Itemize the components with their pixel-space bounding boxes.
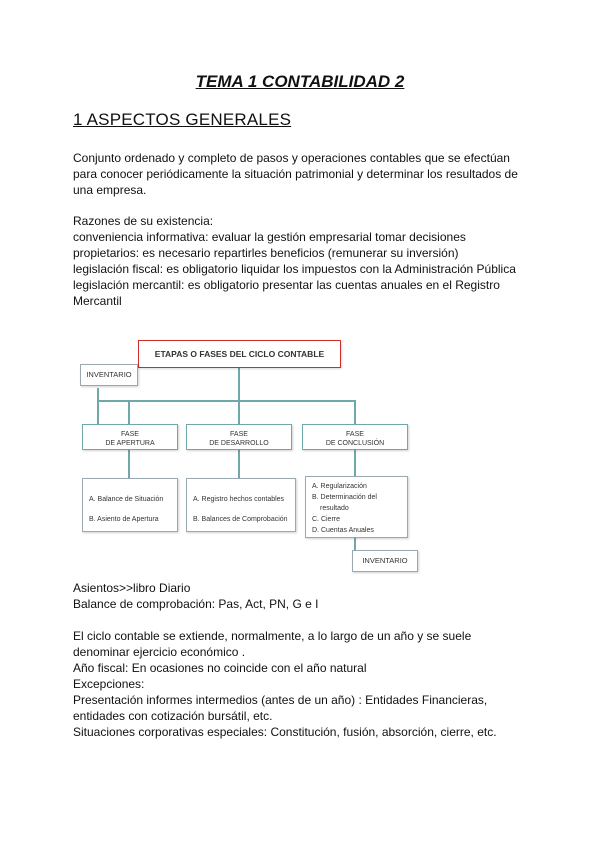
list-item: B. Asiento de Apertura bbox=[89, 516, 159, 523]
list-item: A. Registro hechos contables bbox=[193, 496, 285, 503]
cycle-title-box: ETAPAS O FASES DEL CICLO CONTABLE bbox=[138, 340, 341, 368]
intro-line: para conocer periódicamente la situación patrimonial y determinar los resultados de bbox=[73, 167, 518, 181]
phase-label: DE APERTURA bbox=[105, 440, 155, 447]
connector-line bbox=[97, 400, 355, 402]
text-line: Excepciones: bbox=[73, 677, 145, 691]
accounting-cycle-diagram bbox=[0, 330, 600, 580]
list-item: D. Cuentas Anuales bbox=[312, 527, 374, 534]
text-line: Año fiscal: En ocasiones no coincide con el año natural bbox=[73, 661, 367, 675]
phase-label: DE DESARROLLO bbox=[209, 440, 269, 447]
connector-line bbox=[238, 400, 240, 424]
list-item: B. Determinación del bbox=[312, 494, 377, 501]
apertura-list-box bbox=[82, 478, 178, 532]
reason-line: propietarios: es necesario repartirles beneficios (remunerar su inversión) bbox=[73, 246, 459, 260]
list-item: B. Balances de Comprobación bbox=[193, 516, 288, 523]
reason-line: conveniencia informativa: evaluar la gestión empresarial tomar decisiones bbox=[73, 230, 466, 244]
connector-line bbox=[97, 388, 99, 424]
page-title: TEMA 1 CONTABILIDAD 2 bbox=[195, 72, 405, 91]
section-heading: 1 ASPECTOS GENERALES bbox=[73, 110, 292, 129]
intro-line: una empresa. bbox=[73, 183, 147, 197]
text-line: entidades con cotización bursátil, etc. bbox=[73, 709, 273, 723]
reason-line: Mercantil bbox=[73, 294, 122, 308]
phase-desarrollo-box bbox=[186, 424, 292, 450]
text-line: El ciclo contable se extiende, normalmente, a lo largo de un año y se suele bbox=[73, 629, 472, 643]
connector-line bbox=[354, 450, 356, 476]
phase-label: FASE bbox=[346, 431, 364, 438]
inventory-bottom-box: INVENTARIO bbox=[352, 550, 418, 572]
reason-line: legislación fiscal: es obligatorio liquidar los impuestos con la Administración Pública bbox=[73, 262, 516, 276]
list-item: resultado bbox=[320, 505, 349, 512]
reason-line: legislación mercantil: es obligatorio presentar las cuentas anuales en el Registro bbox=[73, 278, 500, 292]
reasons-heading: Razones de su existencia: bbox=[73, 214, 214, 228]
connector-line bbox=[238, 450, 240, 478]
text-line: Asientos>>libro Diario bbox=[73, 581, 191, 595]
desarrollo-list-box bbox=[186, 478, 296, 532]
phase-label: DE CONCLUSIÓN bbox=[325, 440, 385, 447]
phase-apertura-box bbox=[82, 424, 178, 450]
connector-line bbox=[128, 450, 130, 478]
phase-label: FASE bbox=[230, 431, 248, 438]
connector-line bbox=[354, 400, 356, 424]
text-line: denominar ejercicio económico . bbox=[73, 645, 246, 659]
phase-conclusion-box bbox=[302, 424, 408, 450]
list-item: C. Cierre bbox=[312, 516, 341, 523]
phase-label: FASE bbox=[121, 431, 139, 438]
connector-line bbox=[238, 368, 240, 400]
text-line: Situaciones corporativas especiales: Constitución, fusión, absorción, cierre, etc. bbox=[73, 725, 497, 739]
list-item: A. Balance de Situación bbox=[89, 496, 164, 503]
conclusion-list-box bbox=[305, 476, 408, 538]
inventory-top-box: INVENTARIO bbox=[80, 364, 138, 386]
intro-line: Conjunto ordenado y completo de pasos y operaciones contables que se efectúan bbox=[73, 151, 510, 165]
connector-line bbox=[354, 538, 356, 550]
text-line: Presentación informes intermedios (antes de un año) : Entidades Financieras, bbox=[73, 693, 488, 707]
text-line: Balance de comprobación: Pas, Act, PN, G e I bbox=[73, 597, 319, 611]
list-item: A. Regularización bbox=[312, 483, 367, 490]
connector-line bbox=[128, 400, 130, 424]
